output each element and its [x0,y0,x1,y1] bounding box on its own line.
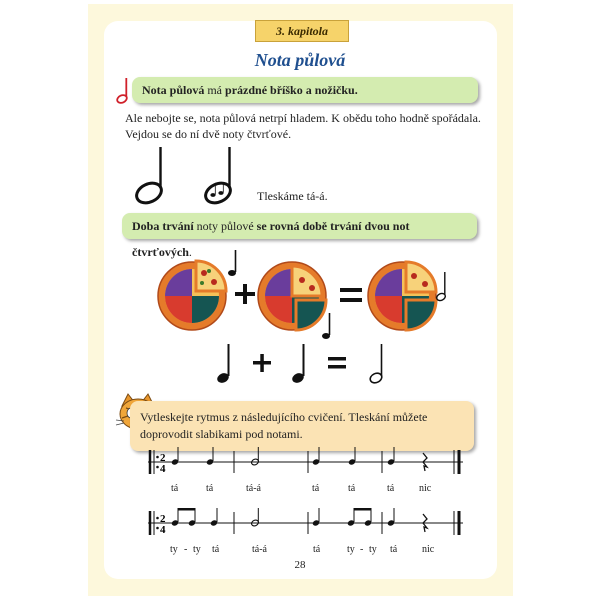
page-title: Nota půlová [254,50,346,70]
definition-plain-a: má [204,83,226,97]
red-half-note-icon [114,76,134,106]
time-sig-bottom-2: 4 [160,524,166,536]
r1-syllable-2: tá [206,483,214,494]
note-equals-sign [328,357,346,369]
r1-quarter-5 [387,447,395,466]
r1-quarter-2 [206,447,214,466]
r2-syllable-8: - [360,544,364,555]
exercise-line-2: doprovodit slabikami pod notami. [140,427,303,441]
r2-half [251,508,260,527]
r1-quarter-3 [312,447,320,466]
chapter-label: 3. kapitola [255,20,349,42]
exercise-box [130,401,474,451]
rhythm-staff-2 [148,508,478,538]
duration-box [122,213,477,259]
definition-strong-b: prázdné bříško a nožičku. [225,83,358,97]
exercise-line-1: Vytleskejte rytmus z následujícího cvičení. Tleskání můžete [140,410,428,424]
half-note-result [369,344,384,385]
pizza-right [368,262,446,330]
definition-strong-a: Nota půlová [142,83,205,97]
r2-quarter-2 [312,508,320,527]
rhythm-staff-1 [148,447,478,477]
r2-syllable-9: ty [369,544,377,555]
note-plus-sign [253,354,271,372]
r1-syllable-4: tá [312,483,320,494]
note-equation [210,340,410,385]
r2-syllable-2: - [184,544,188,555]
equals-sign [340,288,362,302]
r2-syllable-3: ty [193,544,201,555]
pizza-left [158,250,236,330]
r1-syllable-1: tá [171,483,179,494]
r2-syllable-1: ty [170,544,178,555]
duration-plain-a: noty půlové [193,219,257,233]
pizza-equation [150,250,490,340]
time-sig-top: 2 [160,452,166,464]
r1-syllable-3: tá-á [246,483,261,494]
r1-syllable-6: tá [387,483,395,494]
quarter-note-right [291,344,306,385]
page-number: 28 [294,559,306,571]
intro-line-2: Vejdou se do ní dvě noty čtvrťové. [125,127,292,141]
r2-syllable-7: ty [347,544,355,555]
r2-syllable-6: tá [313,544,321,555]
r2-syllable-11: nic [422,544,435,555]
r2-eighth-pair-2 [347,508,372,527]
time-sig-bottom: 4 [160,463,166,475]
r2-syllable-4: tá [212,544,220,555]
plus-sign [235,284,255,304]
clap-text: Tleskáme tá-á. [257,189,328,203]
intro-line-1: Ale nebojte se, nota půlová netrpí hladem. K obědu toho hodně spořádala. [125,111,481,125]
half-note-illustration [132,145,262,210]
r2-eighth-pair-1 [171,508,196,527]
r1-syllable-5: tá [348,483,356,494]
r1-quarter-1 [171,447,179,466]
quarter-note-left [216,344,231,385]
r1-half [251,447,260,466]
duration-strong-a: Doba trvání [132,219,194,233]
r2-quarter-3 [387,508,395,527]
r1-syllable-7: nic [419,483,432,494]
pizza-middle [258,262,330,339]
duration-strong-b: se rovná době trvání dvou not čtvrťových [132,219,410,259]
r1-quarter-4 [348,447,356,466]
r2-syllable-5: tá-á [252,544,267,555]
r2-quarter-1 [210,508,218,527]
time-sig-top-2: 2 [160,513,166,525]
r2-syllable-10: tá [390,544,398,555]
duration-plain-b: . [188,245,192,259]
definition-box [132,77,478,103]
